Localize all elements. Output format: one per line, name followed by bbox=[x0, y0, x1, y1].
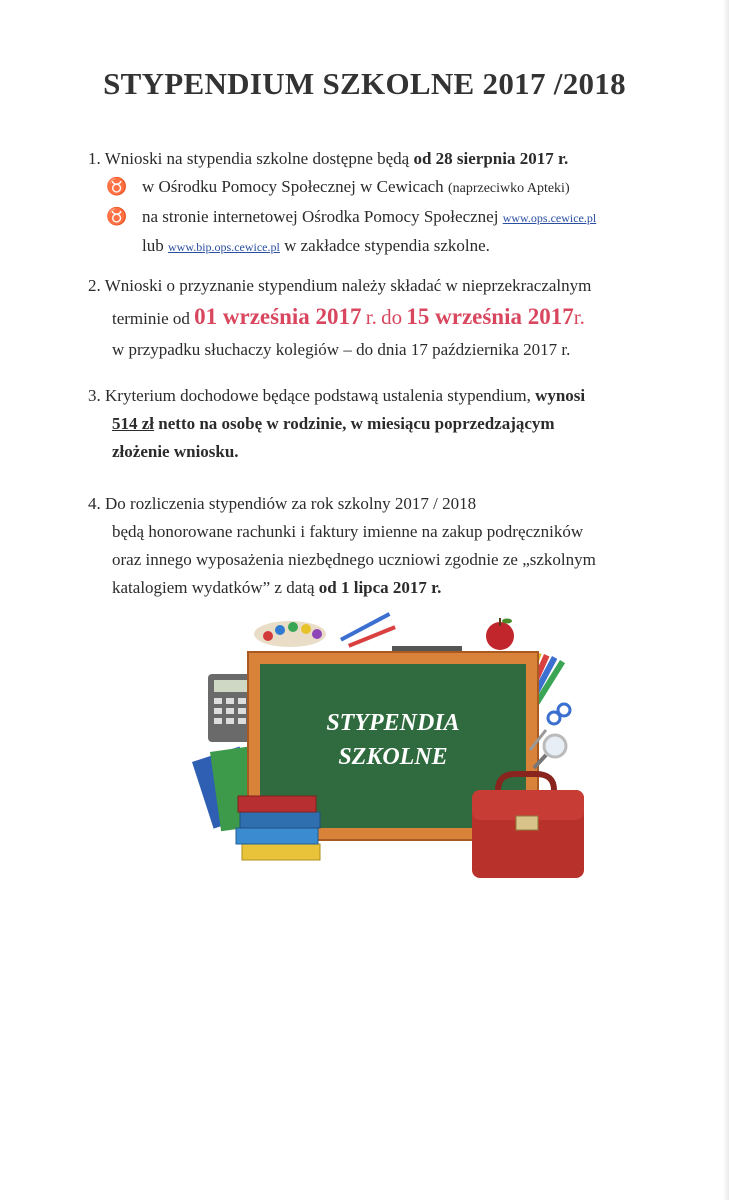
board-line-2: SZKOLNE bbox=[338, 744, 448, 770]
book-stack-icon bbox=[236, 796, 320, 860]
item2-r1: r. bbox=[365, 305, 377, 329]
item3-line2 bbox=[88, 410, 663, 438]
item1-cont-text: w zakładce stypendia szkolne. bbox=[284, 236, 490, 255]
item4-line4 bbox=[88, 574, 663, 602]
item4-line1 bbox=[88, 490, 663, 518]
item1-bullet1-note: (naprzeciwko Apteki) bbox=[447, 181, 570, 196]
school-illustration bbox=[180, 612, 600, 892]
bip-link[interactable]: www.bip.ops.cewice.pl bbox=[167, 240, 280, 254]
item1-date: od 28 sierpnia 2017 r. bbox=[413, 149, 569, 168]
apple-icon bbox=[486, 618, 514, 650]
item1-bullet-2 bbox=[88, 203, 663, 232]
item2-do: do bbox=[381, 305, 403, 329]
list-item-1 bbox=[88, 145, 663, 261]
paint-palette-icon bbox=[254, 621, 326, 647]
item4-line3: oraz innego wyposażenia niezbędnego uczniowi zgodnie ze „szkolnym bbox=[112, 550, 596, 569]
pencils-icon bbox=[340, 612, 462, 652]
item4-date: od 1 lipca 2017 r. bbox=[318, 578, 442, 597]
item3-line2-text: netto na osobę w rodzinie, w miesiącu poprzedzającym bbox=[158, 414, 555, 433]
income-amount: 514 zł bbox=[112, 414, 155, 433]
item2-line1 bbox=[88, 272, 663, 300]
item3-line1 bbox=[88, 382, 663, 410]
item2-line2 bbox=[88, 300, 663, 336]
item3-line3: złożenie wniosku. bbox=[112, 442, 239, 461]
item4-line4-text: katalogiem wydatków” z datą bbox=[112, 578, 315, 597]
item2-term-label: terminie od bbox=[112, 309, 190, 328]
list-item-4 bbox=[88, 490, 663, 602]
item2-line1-text: Wnioski o przyznanie stypendium należy składać w nieprzekraczalnym bbox=[104, 276, 592, 295]
scan-edge bbox=[723, 0, 729, 1200]
date-to: 15 września 2017 bbox=[406, 304, 574, 329]
date-from: 01 września 2017 bbox=[194, 304, 362, 329]
list-item-3 bbox=[88, 382, 663, 466]
item3-number: 3. bbox=[88, 386, 101, 405]
item1-lub: lub bbox=[142, 236, 164, 255]
item3-line1-text: Kryterium dochodowe będące podstawą ustalenia stypendium, bbox=[105, 386, 531, 405]
item1-line1 bbox=[88, 145, 663, 173]
item1-bullet2-text: na stronie internetowej Ośrodka Pomocy Społecznej bbox=[142, 207, 499, 226]
item2-number: 2. bbox=[88, 276, 101, 295]
page-title: STYPENDIUM SZKOLNE 2017 /2018 bbox=[103, 66, 626, 101]
item4-number: 4. bbox=[88, 494, 101, 513]
item4-line2: będą honorowane rachunki i faktury imienne na zakup podręczników bbox=[112, 522, 584, 541]
item2-line3: w przypadku słuchaczy kolegiów – do dnia 17 października 2017 r. bbox=[112, 340, 571, 359]
item3-wynosi: wynosi bbox=[535, 386, 586, 405]
item4-line1-text: Do rozliczenia stypendiów za rok szkolny 2017 / 2018 bbox=[105, 494, 477, 513]
board-line-1: STYPENDIA bbox=[326, 710, 460, 736]
item1-bullet-1 bbox=[88, 173, 663, 203]
item1-continuation bbox=[88, 232, 663, 261]
ops-link[interactable]: www.ops.cewice.pl bbox=[502, 211, 597, 225]
item1-bullet1-text: w Ośrodku Pomocy Społecznej w Cewicach bbox=[142, 177, 444, 196]
item1-intro: Wnioski na stypendia szkolne dostępne będą bbox=[104, 149, 410, 168]
item2-r2: r. bbox=[573, 305, 585, 329]
item1-number: 1. bbox=[88, 149, 101, 168]
taurus-bullet-icon: ♉ bbox=[106, 177, 128, 196]
taurus-bullet-icon: ♉ bbox=[106, 207, 128, 226]
list-item-2 bbox=[88, 272, 663, 364]
